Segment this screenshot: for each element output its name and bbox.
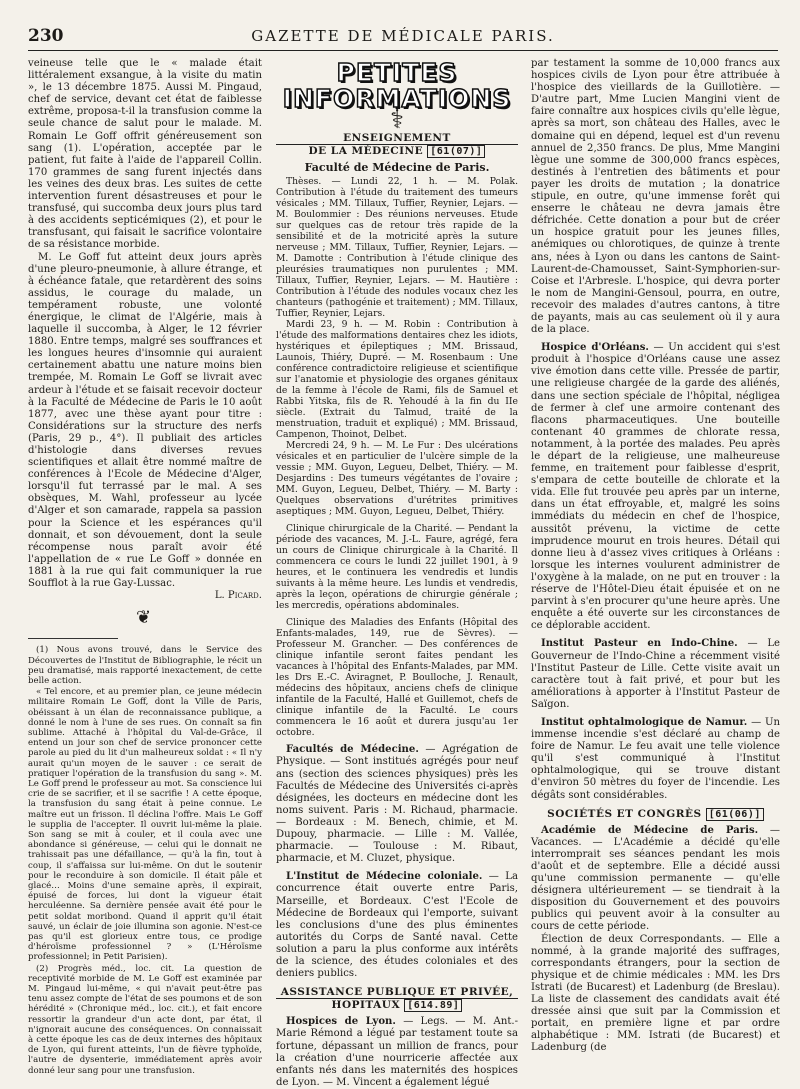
section-code: [614.89] bbox=[404, 999, 462, 1012]
clinique-enfants: Clinique des Maladies des Enfants (Hôpital des Enfants-malades, 149, rue de Sèvres). — Professeur M. Grancher. — Des conférences de clinique infantile seront faites pendant les vacances à l'hôpital des Enfants-Malades, par MM. les Drs E.-C. Aviragnet, P. Boulloche, J. Renault, médecins des hôpitaux, anciens chefs de clinique infantile de la Faculté, Hallé et Guillemot, chefs de clinique infantile de la Faculté. Le cours commencera le 16 août et durera jusqu'au 1er octobre. bbox=[276, 617, 518, 739]
orleans-text: — Un accident qui s'est produit à l'hospice d'Orléans cause une assez vive émotion dans cette ville. Pressée de partir, une religieuse chargée de la garde des aliénés, dans une section spéciale de l'hôpital, négligea de fermer à clef une armoire contenant des flacons pharmaceutiques. Une bouteille contenant 40 grammes de chlorate ressa, notamment, à la portée des malades. Peu après le départ de la religieuse, une malheureuse femme, en traitement pour faiblesse d'esprit, s'empara de cette bouteille de chlorate et la vida. Elle fut trouvée peu après par un interne, dans un état effroyable, et, malgré les soins immédiats du médecin en chef de l'hospice, aussitôt prévenu, la victime de cette imprudence mourut en trois heures. Détail qui donne lieu à d'assez vives critiques à Orléans : lorsque les internes voulurent administrer de l'oxygène à la malade, on ne put en trouver : la réserve de l'Hôtel-Dieu était épuisée et on ne parvint à s'en procurer qu'une heure après. Une enquête a été ouverte sur les circonstances de ce déplorable accident. bbox=[531, 342, 780, 632]
namur-title: Institut ophtalmologique de Namur. bbox=[541, 716, 748, 728]
hospices-text: — Legs. — M. Ant.-Marie Rémond a légué par testament toute sa fortune, dépassant un million de francs, pour la création d'une nourricerie affectée aux enfants nés dans les maternités des hospices de Lyon. — M. Vincent a également légué bbox=[276, 1016, 518, 1088]
footnote: « Tel encore, et au premier plan, ce jeune médecin militaire Romain Le Goff, dont la Ville de Paris, obéissant à un élan de reconnaissance publique, a donné le nom à l'une de ses rues. On connaît sa fin sublime. Attaché à l'hôpital du Val-de-Grâce, il entend un jour son chef de service prononcer cette parole au pied du lit d'un malheureux soldat : « Il n'y aurait qu'un moyen de le sauver : ce serait de pratiquer l'opération de la transfusion du sang ». M. Le Goff prend le professeur au mot. Sa conscience lui crie de se sacrifier, et il se sacrifie ! A cette époque, la transfusion du sang était à peine connue. Le maître eut un frisson. Il déclina l'offre. Mais Le Goff le supplia de l'accepter. Il ouvrit lui-même la plaie. Son sang se mit à couler, et il coula avec une abondance si généreuse, — celui qui le donnait ne trahissait pas une défaillance, — qu'à la fin, tout à coup, il s'affaissa sur lui-même. On dut le soutenir pour le reconduire à son domicile. Il était pâle et glacé… Moins d'une semaine après, il expirait, épuisé de forces, lui dont la vigueur était herculéenne. Sa dernière pensée avait été pour le petit soldat moribond. Quand il apprit qu'il était sauvé, un éclair de joie illumina son agonie. N'est-ce pas qu'il est glorieux entre tous, ce prodige d'héroïsme professionnel ? » (L'Héroïsme professionnel; in Petit Parisien). bbox=[28, 687, 262, 963]
faculte-title: Faculté de Médecine de Paris. bbox=[304, 161, 490, 175]
section-heading-line: SOCIÉTÉS ET CONGRÈS bbox=[547, 807, 702, 820]
paragraph: veineuse telle que le « malade était littéralement exsangue, à la visite du matin », le 13 décembre 1875. Aussi M. Pingaud, chef de service, devant cet état de faiblesse extrême, proposa-t-il la transfusion comme la seule chance de salut pour le malade. M. Romain Le Goff offrit généreusement son sang (1). L'opération, acceptée par le patient, fut faite à l'aide de l'appareil Collin. 170 grammes de sang furent injectés dans les veines des deux bras. Les suites de cette intervention furent désastreuses et pour le transfusé, qui succomba deux jours plus tard à des accidents septicémiques (2), et pour le transfusant, qui faisait le sacrifice volontaire de sa résistance morbide. bbox=[28, 58, 262, 251]
section-heading-enseignement bbox=[276, 132, 518, 158]
orleans-title: Hospice d'Orléans. bbox=[541, 342, 649, 354]
section-heading-line: DE LA MÉDECINE bbox=[308, 145, 424, 158]
ornament-icon: ❦ bbox=[135, 607, 155, 629]
column-right bbox=[531, 58, 780, 1055]
section-heading-assistance bbox=[276, 986, 518, 1012]
section-heading-line: ASSISTANCE PUBLIQUE ET PRIVÉE, bbox=[276, 986, 518, 999]
section-code: [61(06)] bbox=[706, 808, 764, 821]
agregation-text: — Agrégation de Physique. — Sont institués agrégés pour neuf ans (section des sciences physiques) près les Facultés de Médecine des Universités ci-après désignées, les docteurs en médecine dont les noms suivent. Paris : M. Richaud, pharmacie. — Bordeaux : M. Benech, chimie, et M. Dupouy, pharmacie. — Lille : M. Vallée, pharmacie. — Toulouse : M. Ribaut, pharmacie, et M. Cluzet, physique. bbox=[276, 744, 518, 865]
banner-line: INFORMATIONS bbox=[282, 84, 512, 113]
footnote-divider bbox=[28, 638, 118, 639]
pasteur-title: Institut Pasteur en Indo-Chine. bbox=[541, 638, 738, 650]
academie-text: — Vacances. — L'Académie a décidé qu'elle interromprait ses séances pendant les mois d'août et de septembre. Elle a décidé aussi qu'une commission permanente — qu'elle désignera ultérieurement — se tiendrait à la disposition du Gouvernement et des pouvoirs publics qui peuvent avoir à la consulter au cours de cette période. bbox=[531, 824, 780, 933]
academie-title: Académie de Médecine de Paris. bbox=[541, 824, 759, 836]
section-heading-line: ENSEIGNEMENT bbox=[276, 132, 518, 145]
section-heading-line: HOPITAUX bbox=[331, 999, 401, 1012]
clinique-charite: Clinique chirurgicale de la Charité. — Pendant la période des vacances, M. J.-L. Faure, agrégé, fera un cours de Clinique chirurgicale à la Charité. Il commencera ce cours le lundi 22 juillet 1901, à 9 heures, et le continuera les vendredis et lundis suivants à la même heure. Les lundis et vendredis, après la leçon, opérations de chirurgie générale ; les mercredis, opérations abdominales. bbox=[276, 523, 518, 612]
page-header bbox=[28, 22, 778, 51]
page-number: 230 bbox=[28, 26, 64, 46]
column-middle bbox=[276, 58, 518, 1089]
theses-paragraph: Thèses. — Lundi 22, 1 h. — M. Polak. Contribution à l'étude du traitement des tumeurs vésicales ; MM. Tillaux, Tuffier, Reynier, Lejars. — M. Boulommier : Des réunions nerveuses. Etude sur quelques cas de retour très rapide de la sensibilité et de la motricité après la suture nerveuse ; MM. Tillaux, Tuffier, Reynier, Lejars. — M. Damotte : Contribution à l'étude clinique des pleurésies traumatiques non purulentes ; MM. Tillaux, Tuffier, Reynier, Lejars. — M. Hautière : Contribution à l'étude des nodules vocaux chez les chanteurs (pathogénie et traitement) ; MM. Tillaux, Tuffier, Reynier, Lejars. bbox=[276, 176, 518, 320]
hospices-title: Hospices de Lyon. bbox=[286, 1016, 396, 1028]
footnote: (1) Nous avons trouvé, dans le Service des Découvertes de l'Institut de Bibliographie, le récit un peu dramatisé, mais rapporté inexactement, de cette belle action. bbox=[28, 645, 262, 686]
theses-paragraph: Mardi 23, 9 h. — M. Robin : Contribution à l'étude des malformations dentaires chez les idiots, hystériques et épileptiques ; MM. Brissaud, Launois, Thiéry, Dupré. — M. Rosenbaum : Une conférence contradictoire religieuse et scientifique sur l'anatomie et physiologie des organes génitaux de la femme à l'école de Rami, fils de Samuel et Rabbi Yitska, fils de R. Yehoudé à la fin du IIe siècle. (Extrait du Talmud, traité de la menstruation, traduit et expliqué) ; MM. Brissaud, Campenon, Thoinot, Delbet. bbox=[276, 319, 518, 441]
pasteur-text: — Le Gouverneur de l'Indo-Chine a récemment visité l'Institut Pasteur de Lille. Cette visite avait un caractère tout à fait privé, et pour but les améliorations à apporter à l'Institut Pasteur de Saïgon. bbox=[531, 638, 781, 710]
coloniale-text: — La concurrence était ouverte entre Paris, Marseille, et Bordeaux. C'est l'Ecole de Médecine de Bordeaux qui l'emporte, suivant les conclusions d'une des plus éminentes autorités du Corps de Santé naval. Cette solution a paru la plus conforme aux intérêts de la science, des études coloniales et des deniers publics. bbox=[276, 871, 519, 980]
agregation-title: Facultés de Médecine. bbox=[286, 744, 419, 756]
paragraph: M. Le Goff fut atteint deux jours après d'une pleuro-pneumonie, à allure étrange, et à échéance fatale, que retardèrent des soins assidus, le courage du malade, un tempérament robuste, une volonté énergique, le climat de l'Algérie, mais à laquelle il succomba, à Alger, le 12 février 1880. Entre temps, malgré ses souffrances et les longues heures d'insomnie qui auraient certainement abattu une nature moins bien trempée, M. Romain Le Goff se livrait avec ardeur à l'étude et se faisait recevoir docteur à la Faculté de Médecine de Paris le 10 août 1877, avec une thèse ayant pour titre : Considérations sur la structure des nerfs (Paris, 29 p., 4°). Il publiait des articles d'histologie dans diverses revues scientifiques et allait être nommé maître de conférences à l'Ecole de Médecine d'Alger, lorsqu'il fut terrassé par le mal. A ses obsèques, M. Wahl, professeur au lycée d'Alger et son camarade, rappela sa passion pour la Science et les espérances qu'il donnait, et son dévouement, dont la seule récompense nous paraît avoir été l'appellation de « rue Le Goff » donnée en 1881 à la rue qui fait communiquer la rue Soufflot à la rue Gay-Lussac. bbox=[28, 251, 262, 590]
theses-paragraph: Mercredi 24, 9 h. — M. Le Fur : Des ulcérations vésicales et en particulier de l'ulcère simple de la vessie ; MM. Guyon, Legueu, Delbet, Thiéry. — M. Desjardins : Des tumeurs végétantes de l'ovaire ; MM. Guyon, Legueu, Delbet, Thiéry. — M. Barty : Quelques observations d'urétrites primitives aseptiques ; MM. Guyon, Legueu, Delbet, Thiéry. bbox=[276, 440, 518, 518]
signature: L. Picard. bbox=[214, 590, 262, 602]
coloniale-title: L'Institut de Médecine coloniale. bbox=[286, 871, 483, 883]
banner-line: PETITES bbox=[336, 58, 458, 87]
footnotes bbox=[28, 645, 262, 1076]
namur-text: — Un immense incendie s'est déclaré au champ de foire de Namur. Le feu avait une telle violence qu'il s'est communiqué à l'Institut ophtalmologique, qui se trouve distant d'environ 50 mètres du foyer de l'incendie. Les dégâts sont considérables. bbox=[531, 716, 780, 801]
caduceus-icon: ⚕ bbox=[389, 105, 405, 135]
section-heading-societes bbox=[531, 808, 780, 821]
section-code: [61(07)] bbox=[427, 145, 485, 158]
journal-title: GAZETTE DE MÉDICALE PARIS. bbox=[251, 27, 555, 45]
paragraph: par testament la somme de 10,000 francs aux hospices civils de Lyon pour être attribuée à l'hospice des vieillards de la Guillotière. — D'autre part, Mme Lucien Mangini vient de faire connaître aux hospices civils qu'elle lègue, après sa mort, son château des Halles, avec le domaine qui en dépend, lequel est d'un revenu annuel de 2,350 francs. De plus, Mme Mangini lègue une somme de 300,000 francs espèces, destinés à l'entretien des bâtiments et pour payer les droits de mutation ; la donatrice stipule, en outre, qu'une immense forêt qui enserre le château ne devra jamais être défrichée. Cette donation a pour but de créer un hospice gratuit pour les jeunes filles, anémiques ou chlorotiques, de quinze à trente ans, nées à Lyon ou dans les cantons de Saint-Laurent-de-Chamousset, Saint-Symphorien-sur-Coise et l'Arbresle. L'hospice, qui devra porter le nom de Mangini-Gensoul, pourra, en outre, recevoir des malades d'autres cantons, à titre de payants, mais au cas seulement où il y aura de la place. bbox=[531, 58, 780, 336]
footnote: (2) Progrès méd., loc. cit. La question de receptivité morbide de M. Le Goff est examinée par M. Pingaud lui-même, « qui n'avait peut-être pas tenu assez compte de l'état de ses poumons et de son hérédité » (Chronique méd., loc. cit.), et fait encore ressortir la grandeur d'un acte dont, par état, il n'ignorait aucune des conséquences. On connaissait à cette époque les cas de deux internes des hôpitaux de Lyon, qui furent atteints, l'un de fièvre typhoïde, l'autre de dysenterie, immédiatement après avoir donné leur sang pour une transfusion. bbox=[28, 963, 262, 1076]
election-text: Élection de deux Correspondants. — Elle a nommé, à la grande majorité des suffrages, correspondants étrangers, pour la section de physique et de chimie médicales : MM. les Drs Istrati (de Bucarest) et Ladenburg (de Breslau). La liste de classement des candidats avait été dressée ainsi que suit par la Commission et portait, en première ligne et par ordre alphabétique : MM. Istrati (de Bucarest) et Ladenburg (de bbox=[531, 933, 780, 1054]
column-left bbox=[28, 58, 262, 1077]
